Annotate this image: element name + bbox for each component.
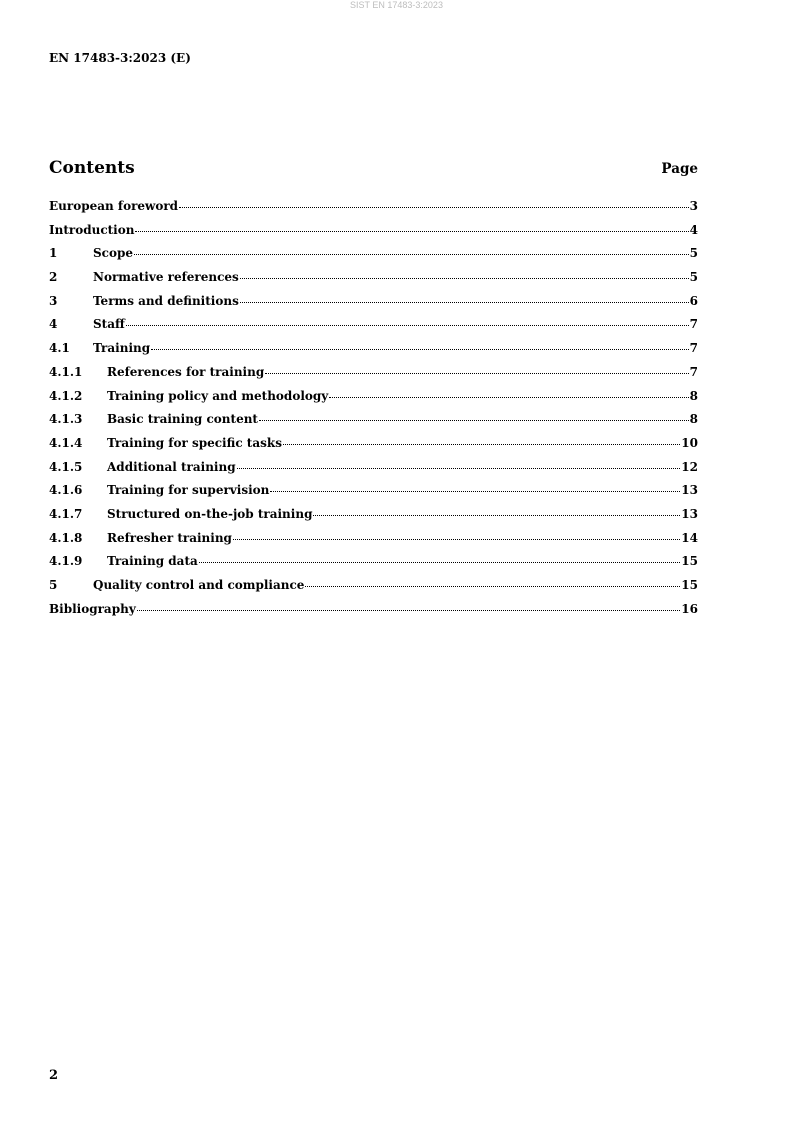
toc-entry-page: 14 xyxy=(681,530,698,545)
toc-entry-title: Training xyxy=(93,341,151,356)
toc-entry-page: 8 xyxy=(689,412,698,427)
contents-title: Contents xyxy=(49,158,135,178)
toc-entry-title: References for training xyxy=(107,364,265,379)
toc-entry-page: 3 xyxy=(689,199,698,213)
document-id: EN 17483-3:2023 (E) xyxy=(49,51,191,65)
toc-dot-leader xyxy=(240,278,689,279)
toc-entry-page: 5 xyxy=(689,246,698,261)
toc-entry-page: 16 xyxy=(681,601,698,616)
toc-entry-title: European foreword xyxy=(49,199,179,213)
toc-entry-number: 1 xyxy=(49,246,58,261)
toc-dot-leader xyxy=(305,586,680,587)
watermark: SIST EN 17483-3:2023 xyxy=(350,0,443,10)
toc-entry[interactable] xyxy=(49,317,698,341)
contents-header xyxy=(49,158,698,178)
toc-entry[interactable] xyxy=(49,436,698,460)
toc-entry[interactable] xyxy=(49,412,698,436)
toc-entry-number: 4.1.8 xyxy=(49,530,83,545)
toc-dot-leader xyxy=(135,231,688,232)
toc-entry[interactable] xyxy=(49,199,698,223)
toc-entry-number: 2 xyxy=(49,270,58,285)
toc-dot-leader xyxy=(283,444,680,445)
toc-entry-number: 4.1.1 xyxy=(49,364,83,379)
toc-dot-leader xyxy=(270,491,680,492)
contents-page-label: Page xyxy=(661,161,698,177)
toc-entry-page: 13 xyxy=(681,483,698,498)
toc-dot-leader xyxy=(265,373,688,374)
toc-entry-title: Refresher training xyxy=(107,530,232,545)
toc-entry-number: 4.1.2 xyxy=(49,388,83,403)
toc-entry[interactable] xyxy=(49,246,698,270)
toc-entry[interactable] xyxy=(49,460,698,484)
toc-dot-leader xyxy=(329,397,688,398)
toc-entry-page: 13 xyxy=(681,506,698,521)
toc-entry[interactable] xyxy=(49,507,698,531)
toc-entry-title: Terms and definitions xyxy=(93,293,239,308)
toc-entry-page: 10 xyxy=(681,435,698,450)
toc-dot-leader xyxy=(137,610,681,611)
toc-dot-leader xyxy=(240,302,689,303)
toc-entry-page: 7 xyxy=(689,317,698,332)
toc-entry-number: 4.1.4 xyxy=(49,435,83,450)
toc-entry-number: 4.1 xyxy=(49,341,70,356)
toc-dot-leader xyxy=(199,562,681,563)
toc-entry[interactable] xyxy=(49,389,698,413)
toc-entry-number: 4.1.6 xyxy=(49,483,83,498)
toc-dot-leader xyxy=(179,207,689,208)
toc-entry-number: 4.1.9 xyxy=(49,554,83,569)
toc-entry-page: 7 xyxy=(689,364,698,379)
toc-entry-page: 4 xyxy=(689,222,698,237)
toc-entry-title: Training data xyxy=(107,554,198,569)
toc-entry-page: 15 xyxy=(681,578,698,592)
toc-entry-page: 6 xyxy=(689,293,698,308)
toc-dot-leader xyxy=(233,539,680,540)
toc-entry[interactable] xyxy=(49,365,698,389)
toc-entry-number: 4.1.7 xyxy=(49,506,83,521)
toc-entry-title: Quality control and compliance xyxy=(93,578,305,592)
toc-entry-number: 4 xyxy=(49,317,58,332)
toc-entry-title: Additional training xyxy=(107,459,236,474)
toc-entry[interactable] xyxy=(49,294,698,318)
page-number: 2 xyxy=(49,1068,59,1083)
toc-dot-leader xyxy=(237,468,681,469)
toc-dot-leader xyxy=(313,515,680,516)
toc-entry-title: Staff xyxy=(93,317,125,332)
toc-dot-leader xyxy=(151,349,689,350)
toc-entry-title: Normative references xyxy=(93,270,239,285)
toc-dot-leader xyxy=(259,420,689,421)
toc-entry-title: Training for specific tasks xyxy=(107,435,282,450)
toc-entry[interactable] xyxy=(49,602,698,626)
toc-entry[interactable] xyxy=(49,270,698,294)
toc-entry-page: 15 xyxy=(681,554,698,569)
toc-entry-title: Training policy and methodology xyxy=(107,388,329,403)
toc-entry-number: 4.1.3 xyxy=(49,412,83,427)
toc-entry[interactable] xyxy=(49,554,698,578)
toc-entry[interactable] xyxy=(49,483,698,507)
toc-entry-page: 5 xyxy=(689,270,698,285)
table-of-contents xyxy=(49,199,698,625)
toc-entry-number: 4.1.5 xyxy=(49,459,83,474)
toc-entry[interactable] xyxy=(49,531,698,555)
toc-entry-title: Training for supervision xyxy=(107,483,270,498)
toc-entry-title: Basic training content xyxy=(107,412,258,427)
toc-entry[interactable] xyxy=(49,578,698,602)
toc-entry-number: 3 xyxy=(49,293,58,308)
toc-entry[interactable] xyxy=(49,223,698,247)
toc-entry-title: Bibliography xyxy=(49,601,136,616)
toc-entry-page: 7 xyxy=(689,341,698,356)
toc-entry-title: Structured on-the-job training xyxy=(107,506,313,521)
toc-entry-page: 12 xyxy=(681,459,698,474)
toc-entry-page: 8 xyxy=(689,388,698,403)
toc-entry-title: Introduction xyxy=(49,222,135,237)
toc-entry[interactable] xyxy=(49,341,698,365)
toc-entry-number: 5 xyxy=(49,578,58,592)
toc-dot-leader xyxy=(134,254,689,255)
toc-dot-leader xyxy=(126,325,689,326)
toc-entry-title: Scope xyxy=(93,246,134,261)
